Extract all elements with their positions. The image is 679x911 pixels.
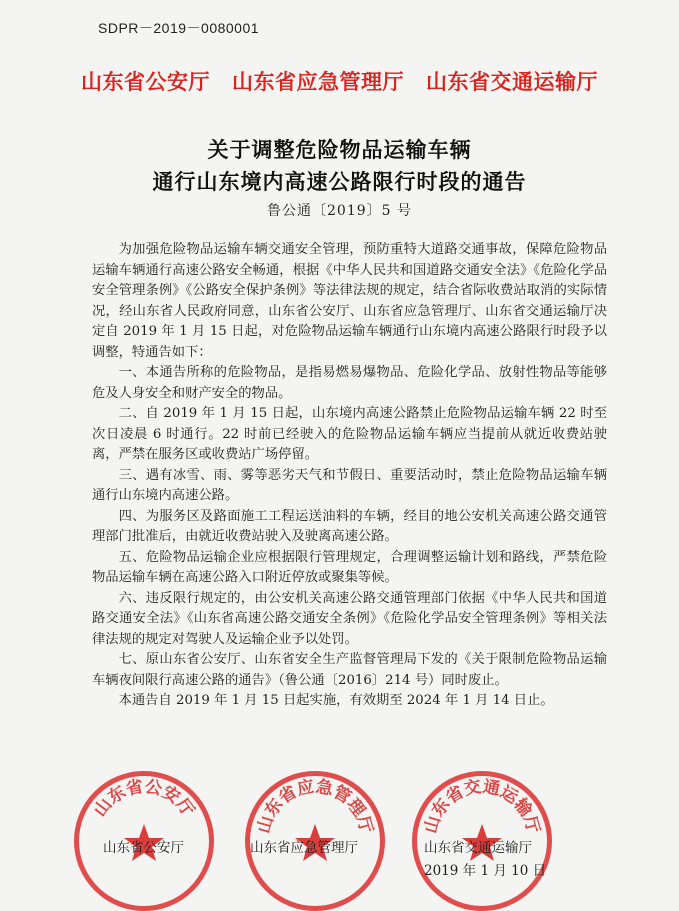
paragraph-item-4: 四、为服务区及路面施工工程运送油料的车辆，经目的地公安机关高速公路交通管理部门批准后，由就近收费站驶入及驶离高速公路。 [92, 508, 607, 544]
paragraph-item-7: 七、原山东省公安厅、山东省安全生产监督管理局下发的《关于限制危险物品运输车辆夜间限行高速公路的通告》（鲁公通〔2016〕214 号）同时废止。 [92, 652, 607, 688]
issuer-public-security: 山东省公安厅 [81, 70, 210, 94]
paragraph-item-3: 三、遇有冰雪、雨、雾等恶劣天气和节假日、重要活动时，禁止危险物品运输车辆通行山东境内高速公路。 [92, 467, 607, 503]
issuer-transportation: 山东省交通运输厅 [426, 70, 598, 94]
paragraph-item-6: 六、违反限行规定的，由公安机关高速公路交通管理部门依据《中华人民共和国道路交通安全法》《山东省高速公路交通安全条例》《危险化学品安全管理条例》等相关法律法规的规定对驾驶人及运输企业予以处罚。 [92, 590, 607, 647]
paragraph-effective-date: 本通告自 2019 年 1 月 15 日起实施，有效期至 2024 年 1 月 14 日止。 [118, 693, 554, 708]
svg-text:山东省应急管理厅: 山东省应急管理厅 [253, 776, 377, 836]
paragraph-item-5: 五、危险物品运输企业应根据限行管理规定，合理调整运输计划和路线，严禁危险物品运输车辆在高速公路入口附近停放或聚集等候。 [92, 549, 607, 585]
notice-body [92, 240, 607, 712]
issue-date: 2019 年 1 月 10 日 [424, 863, 547, 879]
notice-title-line1: 关于调整危险物品运输车辆 [207, 138, 472, 162]
document-number: 鲁公通〔2019〕5 号 [267, 203, 412, 219]
paragraph-item-2: 二、自 2019 年 1 月 15 日起，山东境内高速公路禁止危险物品运输车辆 22 时至次日凌晨 6 时通行。22 时前已经驶入的危险物品运输车辆应当提前从就近收费站驶离，严禁在服务区或收费站广场停留。 [92, 406, 607, 462]
paragraph-intro: 为加强危险物品运输车辆交通安全管理，预防重特大道路交通事故，保障危险物品运输车辆通行高速公路安全畅通，根据《中华人民共和国道路交通安全法》《危险化学品安全管理条例》《公路安全保护条例》等法律法规的规定，结合省际收费站取消的实际情况，经山东省人民政府同意，山东省公安厅、山东省应急管理厅、山东省交通运输厅决定自 2019 年 1 月 15 日起，对危险物品运输车辆通行山东境内高速公路限行时段予以调整，特通告如下： [92, 242, 607, 360]
notice-title-line2: 通行山东境内高速公路限行时段的通告 [152, 170, 527, 194]
svg-text:山东省交通运输厅: 山东省交通运输厅 [420, 776, 544, 836]
paragraph-item-1: 一、本通告所称的危险物品，是指易燃易爆物品、危险化学品、放射性物品等能够危及人身安全和财产安全的物品。 [92, 365, 607, 401]
issuer-header [0, 66, 679, 96]
svg-text:山东省公安厅: 山东省公安厅 [90, 776, 198, 821]
signature-transportation: 山东省交通运输厅 [424, 840, 532, 856]
issuer-emergency-management: 山东省应急管理厅 [232, 70, 404, 94]
signature-public-security: 山东省公安厅 [103, 840, 184, 856]
document-code: SDPR－2019－0080001 [98, 20, 260, 36]
signature-emergency-management: 山东省应急管理厅 [250, 840, 358, 856]
